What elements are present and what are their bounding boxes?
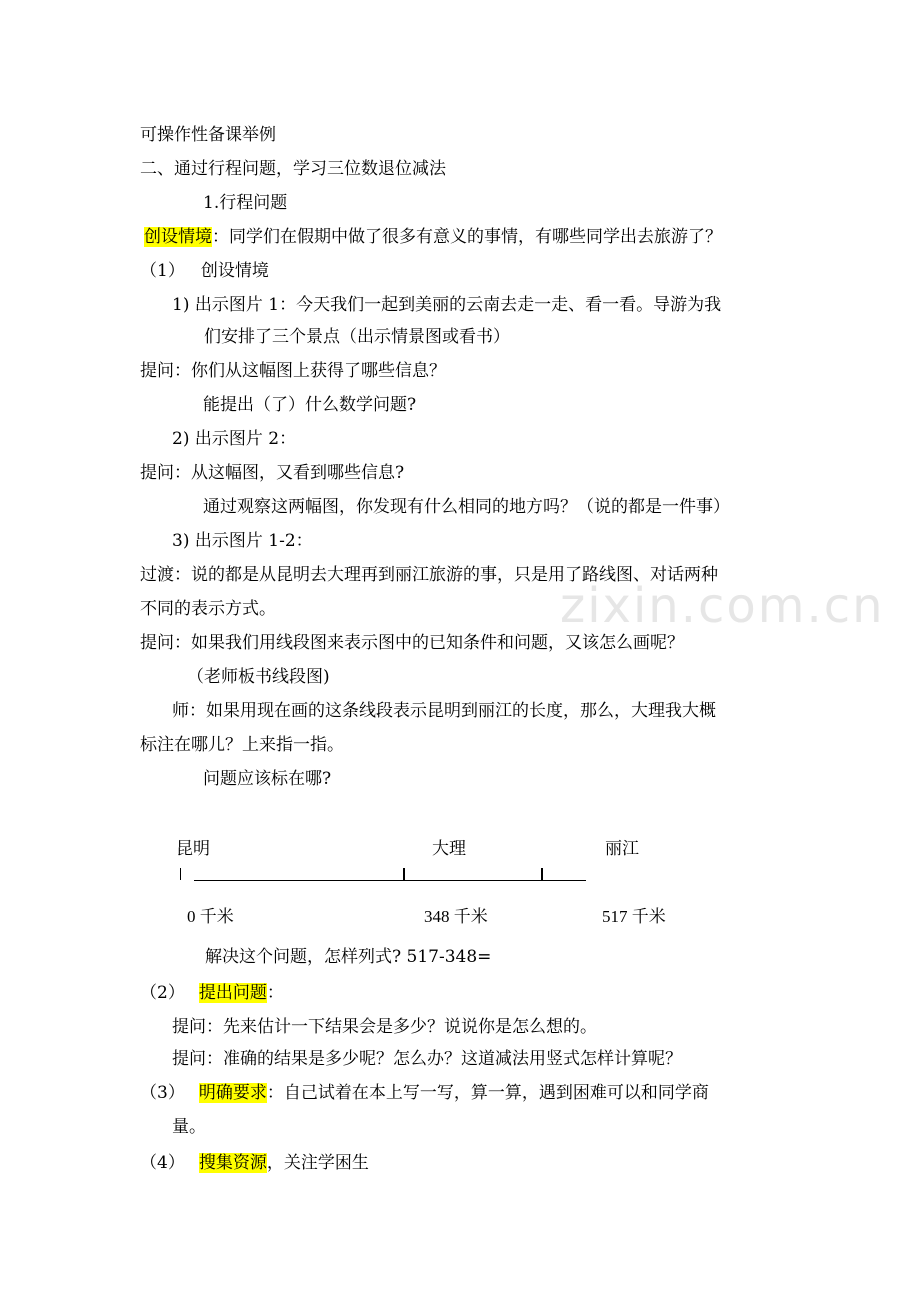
intro-text: ：同学们在假期中做了很多有意义的事情，有哪些同学出去旅游了？ (212, 227, 722, 247)
place-kunming: 昆明 (176, 839, 210, 859)
item1-line2: 们安排了三个景点（出示情景图或看书） (204, 327, 510, 347)
question-2: 提问：从这幅图，又看到哪些信息? (140, 463, 405, 483)
teacher-note: （老师板书线段图) (187, 667, 330, 687)
dist-kunming: 0 千米 (187, 907, 234, 926)
question-6: 提问：准确的结果是多少呢？怎么办？这道减法用竖式怎样计算呢？ (172, 1049, 682, 1069)
dist-dali: 348 千米 (424, 907, 488, 926)
step4-number: （4） (140, 1153, 185, 1173)
teacher-line2: 标注在哪儿？上来指一指。 (140, 735, 344, 755)
teacher-line1: 师：如果用现在画的这条线段表示昆明到丽江的长度，那么，大理我大概 (172, 701, 716, 721)
step3-text: ：自己试着在本上写一写，算一算，遇到困难可以和同学商 (266, 1083, 709, 1103)
watermark: zixin.com.cn (560, 578, 885, 634)
place-lijiang: 丽江 (605, 839, 639, 859)
tick-dali (403, 868, 405, 881)
place-dali: 大理 (432, 839, 466, 859)
question-1b: 能提出（了）什么数学问题? (203, 395, 417, 415)
step3-heading (140, 1082, 709, 1104)
tick-lijiang (541, 868, 543, 881)
step3-line2: 量。 (172, 1117, 206, 1137)
question-4: 问题应该标在哪? (203, 769, 332, 789)
transition-line1: 过渡：说的都是从昆明去大理再到丽江旅游的事，只是用了路线图、对话两种 (140, 565, 718, 585)
highlight-intro-label: 创设情境 (144, 227, 212, 247)
question-3: 提问：如果我们用线段图来表示图中的已知条件和问题，又该怎么画呢？ (140, 633, 684, 653)
step1-label: 创设情境 (200, 261, 269, 281)
dist-lijiang: 517 千米 (602, 907, 666, 926)
transition-line2: 不同的表示方式。 (140, 599, 276, 619)
item3: 3) 出示图片 1-2： (172, 531, 313, 551)
step3-number: （3） (140, 1083, 185, 1103)
step2-colon: ： (266, 983, 284, 1003)
intro-paragraph (144, 226, 722, 248)
question-5: 提问：先来估计一下结果会是多少？说说你是怎么想的。 (172, 1017, 597, 1037)
solve-line: 解决这个问题，怎样列式? 517-348= (205, 947, 492, 967)
doc-title: 可操作性备课举例 (140, 125, 276, 145)
tick-start (180, 868, 181, 880)
section-heading: 二、通过行程问题，学习三位数退位减法 (140, 159, 446, 179)
question-2b: 通过观察这两幅图，你发现有什么相同的地方吗？（说的都是一件事） (203, 497, 730, 517)
step4-text: ，关注学困生 (266, 1153, 369, 1173)
item1-line1: 1) 出示图片 1：今天我们一起到美丽的云南去走一走、看一看。导游为我 (172, 295, 722, 315)
highlight-step3-label: 明确要求 (198, 1083, 267, 1103)
step1-number: （1） (140, 261, 185, 281)
subsection-heading: 1.行程问题 (203, 193, 288, 213)
item2: 2) 出示图片 2： (172, 429, 297, 449)
step4-heading (140, 1152, 369, 1174)
step1-heading (140, 260, 269, 282)
highlight-step4-label: 搜集资源 (198, 1153, 267, 1173)
step2-heading (140, 982, 284, 1004)
highlight-step2-label: 提出问题 (198, 983, 267, 1003)
segment-line (194, 880, 586, 881)
question-1: 提问：你们从这幅图上获得了哪些信息？ (140, 361, 446, 381)
step2-number: （2） (140, 983, 185, 1003)
